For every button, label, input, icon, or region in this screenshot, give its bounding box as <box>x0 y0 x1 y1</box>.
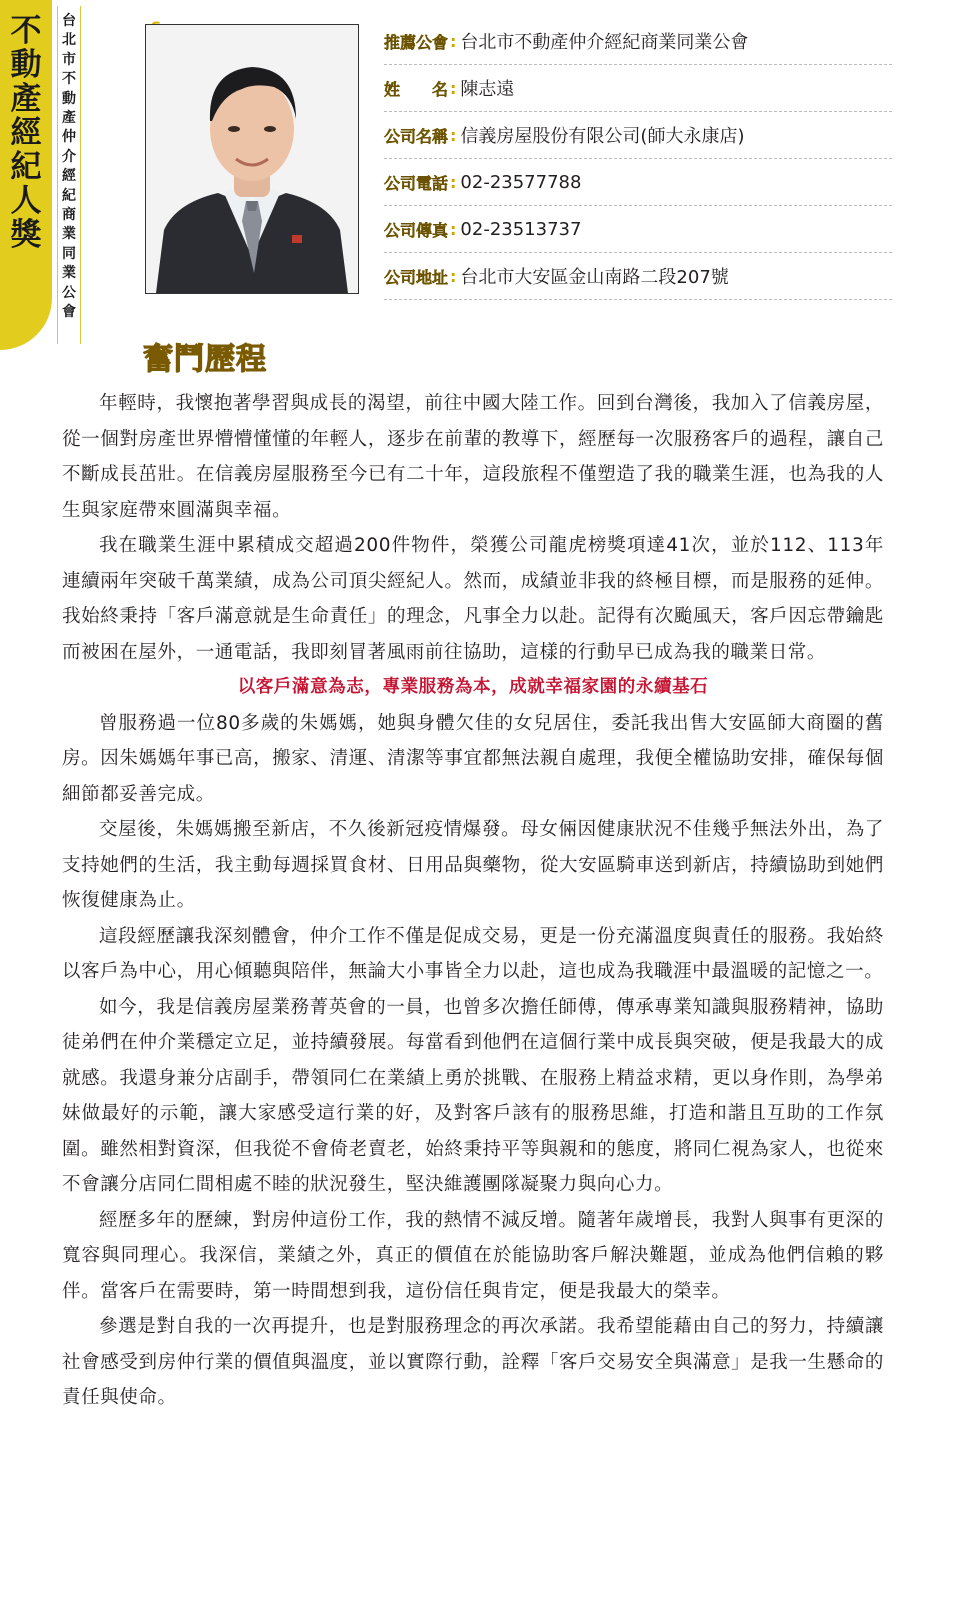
agent-photo <box>145 24 359 294</box>
info-value: 02-23513737 <box>460 218 582 240</box>
info-colon: : <box>450 125 457 145</box>
info-label: 姓 名 <box>384 79 449 99</box>
award-title: 不動產經紀人獎 <box>10 13 42 253</box>
info-row-phone <box>384 159 892 206</box>
info-row-fax <box>384 206 892 253</box>
info-colon: : <box>450 219 457 239</box>
paragraph: 這段經歷讓我深刻體會，仲介工作不僅是促成交易，更是一份充滿溫度與責任的服務。我始終以客戶為中心，用心傾聽與陪伴，無論大小事皆全力以赴，這也成為我職涯中最溫暖的記憶之一。 <box>62 925 884 982</box>
association-name-vertical: 台北市不動產仲介經紀商業同業公會 <box>62 13 76 321</box>
info-value: 信義房屋股份有限公司(師大永康店) <box>460 126 745 147</box>
info-colon: : <box>450 78 457 98</box>
info-label: 公司地址 <box>384 267 449 287</box>
info-row-association <box>384 18 892 65</box>
info-value: 陳志遠 <box>460 79 515 100</box>
info-colon: : <box>450 266 457 286</box>
story-body <box>62 386 884 1416</box>
info-value: 台北市不動產仲介經紀商業同業公會 <box>460 32 749 53</box>
paragraph: 參選是對自我的一次再提升，也是對服務理念的再次承諾。我希望能藉由自己的努力，持續讓社會感受到房仲行業的價值與溫度，並以實際行動，詮釋「客戶交易安全與滿意」是我一生懸命的責任與使命。 <box>62 1316 884 1408</box>
info-label: 公司傳真 <box>384 220 449 240</box>
info-colon: : <box>450 31 457 51</box>
info-label: 公司電話 <box>384 173 449 193</box>
info-label: 推薦公會 <box>384 32 449 52</box>
info-label: 公司名稱 <box>384 126 449 146</box>
section-title: 奮鬥歷程 <box>143 342 267 377</box>
info-value: 02-23577788 <box>460 171 582 193</box>
agent-info-list <box>384 18 892 300</box>
association-vertical-label <box>57 6 81 344</box>
paragraph: 年輕時，我懷抱著學習與成長的渴望，前往中國大陸工作。回到台灣後，我加入了信義房屋，從一個對房產世界懵懵懂懂的年輕人，逐步在前輩的教導下，經歷每一次服務客戶的過程，讓自己不斷成長茁壯。在信義房屋服務至今已有二十年，這段旅程不僅塑造了我的職業生涯，也為我的人生與家庭帶來圓滿與幸福。 <box>62 393 884 521</box>
paragraph: 經歷多年的歷練，對房仲這份工作，我的熱情不減反增。隨著年歲增長，我對人與事有更深的寬容與同理心。我深信，業績之外，真正的價值在於能協助客戶解決難題，並成為他們信賴的夥伴。當客戶在需要時，第一時間想到我，這份信任與肯定，便是我最大的榮幸。 <box>62 1209 884 1302</box>
paragraph: 我在職業生涯中累積成交超過200件物件，榮獲公司龍虎榜獎項達41次，並於112、113年連續兩年突破千萬業績，成為公司頂尖經紀人。然而，成績並非我的終極目標，而是服務的延伸。我始終秉持「客戶滿意就是生命責任」的理念，凡事全力以赴。記得有次颱風天，客戶因忘帶鑰匙而被困在屋外，一通電話，我即刻冒著風雨前往協助，這樣的行動早已成為我的職業日常。 <box>62 535 884 663</box>
paragraph: 如今，我是信義房屋業務菁英會的一員，也曾多次擔任師傅，傳承專業知識與服務精神，協助徒弟們在仲介業穩定立足，並持續發展。每當看到他們在這個行業中成長與突破，便是我最大的成就感。我還身兼分店副手，帶領同仁在業績上勇於挑戰、在服務上精益求精，更以身作則，為學弟妹做最好的示範，讓大家感受這行業的好，及對客戶該有的服務思維，打造和諧且互助的工作氛圍。雖然相對資深，但我從不會倚老賣老，始終秉持平等與親和的態度，將同仁視為家人，也從來不會讓分店同仁間相處不睦的狀況發生，堅決維護團隊凝聚力與向心力。 <box>62 996 884 1195</box>
info-colon: : <box>450 172 457 192</box>
paragraph: 曾服務過一位80多歲的朱媽媽，她與身體欠佳的女兒居住，委託我出售大安區師大商圈的舊房。因朱媽媽年事已高，搬家、清運、清潔等事宜都無法親自處理，我便全權協助安排，確保每個細節都妥善完成。 <box>62 712 884 805</box>
info-row-name <box>384 65 892 112</box>
award-side-tab <box>0 0 52 350</box>
paragraph: 交屋後，朱媽媽搬至新店，不久後新冠疫情爆發。母女倆因健康狀況不佳幾乎無法外出，為了支持她們的生活，我主動每週採買食材、日用品與藥物，從大安區騎車送到新店，持續協助到她們恢復健康為止。 <box>62 819 884 911</box>
info-row-company <box>384 112 892 159</box>
info-row-address <box>384 253 892 300</box>
highlight-subheading: 以客戶滿意為志，專業服務為本，成就幸福家園的永續基石 <box>237 677 709 697</box>
portrait-image <box>146 25 358 293</box>
info-value: 台北市大安區金山南路二段207號 <box>460 267 729 288</box>
